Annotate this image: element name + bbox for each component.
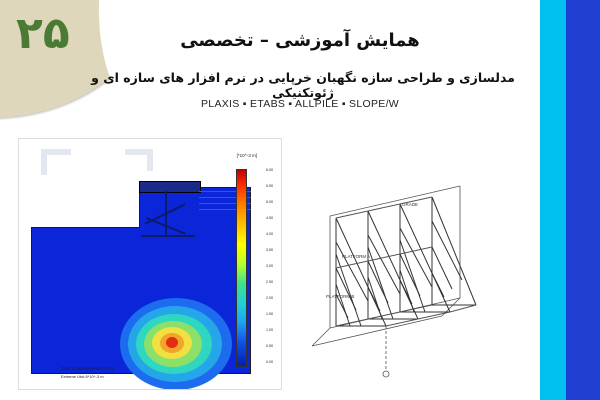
decorative-band-blue	[566, 0, 600, 400]
page-subtitle: مدلسازی و طراحی سازه نگهبان خرپایی در نرم افزار های سازه ای و ژئوتکنیکی	[91, 70, 515, 100]
fem-legend-tick: 5.50	[266, 184, 273, 188]
fem-legend-tick: 3.00	[266, 264, 273, 268]
fem-legend-tick: 4.00	[266, 232, 273, 236]
fem-legend-tick: 2.00	[266, 296, 273, 300]
decorative-band-cyan	[540, 0, 566, 400]
fem-caption-sub: Extreme Utot 6*10^-3 m	[61, 374, 104, 379]
fem-legend-tick: 3.50	[266, 248, 273, 252]
fem-legend-tick: 1.00	[266, 328, 273, 332]
truss-model-drawing	[290, 138, 490, 388]
fem-legend-tick: 0.50	[266, 344, 273, 348]
fem-legend-tick: 0.00	[266, 360, 273, 364]
truss-label-grade: GRADE	[402, 202, 419, 207]
fem-legend-title: [*10^-3 m]	[236, 153, 257, 158]
truss-label-platform-a: PLATFORM A	[342, 254, 371, 259]
fem-caption-main: Total displacements (Utot)	[61, 366, 114, 371]
fem-excavation-void	[31, 187, 140, 228]
fem-legend-tick: 2.50	[266, 280, 273, 284]
ghost-mark-2	[41, 149, 47, 175]
software-list: PLAXIS ▪ ETABS ▪ ALLPILE ▪ SLOPE/W	[201, 98, 399, 110]
truss-model-figure	[290, 138, 490, 388]
fem-legend-tick: 5.00	[266, 200, 273, 204]
truss-label-platform-b: PLATFORM B	[326, 294, 355, 299]
fem-legend-tick: 4.50	[266, 216, 273, 220]
contour-band-7	[166, 337, 178, 348]
fem-legend-tick: 6.00	[266, 168, 273, 172]
fem-plot-figure	[18, 138, 282, 390]
page-title: همایش آموزشی – تخصصی	[180, 30, 420, 51]
fem-legend-colorbar	[236, 169, 247, 367]
fem-retaining-structure	[139, 181, 201, 193]
page-number: ۲۵	[16, 8, 70, 59]
ghost-mark-4	[147, 149, 153, 171]
wall-base-member	[141, 235, 195, 237]
fem-legend-tick: 1.50	[266, 312, 273, 316]
